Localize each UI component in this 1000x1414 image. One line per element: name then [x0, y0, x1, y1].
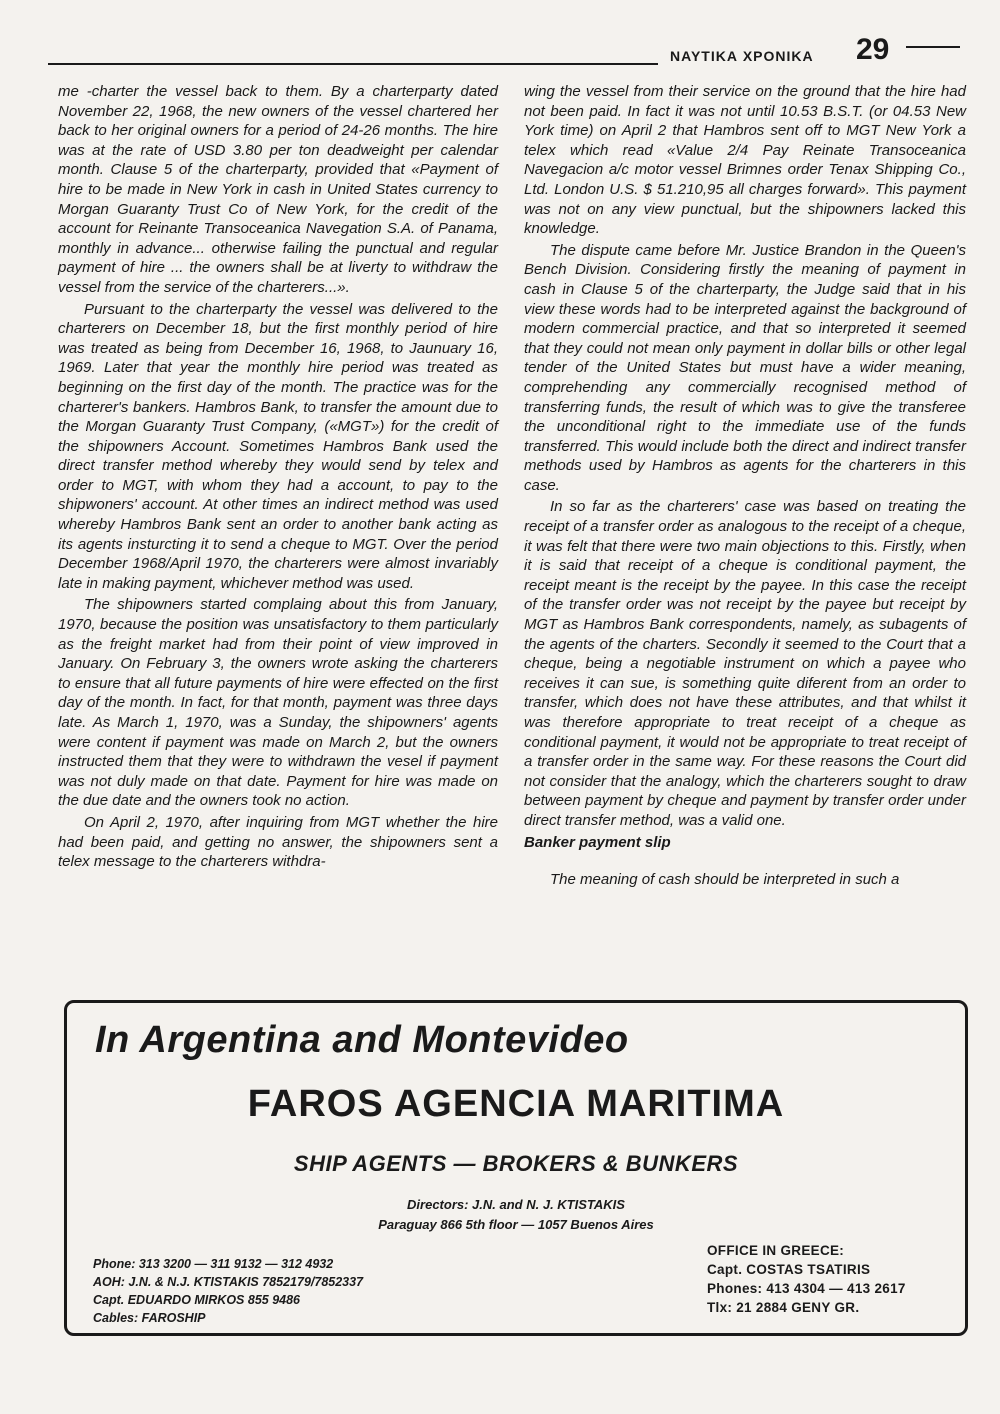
ad-directors: [67, 1195, 965, 1235]
article-right-column: [524, 82, 966, 892]
page-number: 29: [856, 33, 890, 66]
paragraph: On April 2, 1970, after inquiring from MGT whether the hire had been paid, and getting no answer, the shipowners sent a telex message to the charterers withdra-: [58, 813, 498, 871]
advertisement-box: [64, 1000, 968, 1336]
paragraph: The dispute came before Mr. Justice Brandon in the Queen's Bench Division. Considering firstly the meaning of payment in cash in Clause 5 of the charterparty, the Judge said that in his view these words had to be interpreted against the background of modern commercial practice, and that so interpreted it seemed that they could not mean only payment in dollar bills or other legal tender of the United States but must have a wider meaning, comprehending any commercially recognised method of transferring funds, the result of which was to give the transferee the unconditional right to the immediate use of the funds transferred. This would include both the direct and indirect transfer methods used by Hambros as agents for the charterers in this case.: [524, 241, 966, 494]
ad-contact-line: AOH: J.N. & N.J. KTISTAKIS 7852179/7852337: [93, 1275, 364, 1289]
ad-address: Paraguay 866 5th floor — 1057 Buenos Aires: [378, 1217, 654, 1232]
ad-greece-line: OFFICE IN GREECE:: [707, 1243, 845, 1258]
article-left-column: [58, 82, 498, 874]
ad-contacts: [93, 1255, 363, 1327]
paragraph: me -charter the vessel back to them. By a charterparty dated November 22, 1968, the new owners of the vessel chartered her back to her original owners for a period of 24-26 months. The hire was at the rate of USD 3.80 per ton deadweight per calendar month. Clause 5 of the charterparty, provided that «Payment of hire to be made in New York in cash in United States currency to Morgan Guaranty Trust Co of New York, for the credit of the account for Reinante Transoceanica Navegation S.A. of Panama, monthly in advance... otherwise failing the punctual and regular payment of hire ... the owners shall be at liverty to withdraw the vessel from the service of the charterers...».: [58, 83, 498, 296]
ad-greece-line: Tlx: 21 2884 GENY GR.: [707, 1300, 860, 1315]
ad-greece-line: Capt. COSTAS TSATIRIS: [707, 1262, 871, 1277]
header-rule: [48, 63, 658, 65]
ad-contact-line: Cables: FAROSHIP: [93, 1311, 206, 1325]
subheading: Banker payment slip: [524, 833, 671, 851]
ad-location: In Argentina and Montevideo: [95, 1019, 629, 1061]
paragraph: The shipowners started complaing about this from January, 1970, because the position was unsatisfactory to them particularly as the freight market had from their point of view improved in January. On February 3, the owners wrote asking the charterers to ensure that all future payments of hire were effected on the first day of the month. In fact, for that month, payment was three days late. As March 1, 1970, was a Sunday, the shipowners' agents were content if payment was made on March 2, but the owners instructed them that they were to withdrawn the vesel if payment was not duly made on that date. Payment for hire was made on the due date and the owners took no action.: [58, 596, 498, 810]
ad-contact-line: Capt. EDUARDO MIRKOS 855 9486: [93, 1293, 301, 1307]
ad-directors-line: Directors: J.N. and N. J. KTISTAKIS: [407, 1197, 625, 1212]
page-header: [48, 30, 960, 70]
ad-contact-line: Phone: 313 3200 — 311 9132 — 312 4932: [93, 1257, 334, 1271]
paragraph: Pursuant to the charterparty the vessel was delivered to the charterers on December 18, but the first monthly period of hire was treated as being from December 16, 1968, to Jaunuary 16, 1969. Later that year the monthly hire period was treated as beginning on the first day of the month. The practice was for the charterer's bankers. Hambros Bank, to transfer the amount due to the Morgan Guaranty Trust Company, («MGT») for the credit of the shipowners Account. Sometimes Hambros Bank used the direct transfer method whereby they would send by telex and order to MGT, with whom they had a account, to pay to the shipwoners' account. At other times an indirect method was used whereby Hambros Bank sent an order to another bank acting as its agents insturcting it to send a cheque to MGT. Over the period December 1968/April 1970, the charterers were almost invariably late in making payment, whichever method was used.: [58, 300, 498, 592]
header-dash: [906, 46, 960, 48]
paragraph: In so far as the charterers' case was based on treating the receipt of a transfer order as analogous to the receipt of a cheque, it was felt that there were two main objections to this. Firstly, when it is said that receipt of a cheque is conditional payment, the receipt meant is the receipt by the payee. In this case the receipt of the transfer order was not receipt by the payee but receipt by MGT as Hambros Bank correspondents, namely, as subagents of the agents of the charters. Secondly it seemed to the Court that a cheque, being a negotiable instrument on which a payee who receives it can sue, is something quite diferent from an order to transfer, which does not have these attributes, and that whilst it was therefore appropriate to treat receipt of a cheque as conditional payment, it would not be appropriate to treat receipt of a transfer order in the same way. For these reasons the Court did not consider that the analogy, which the charterers sought to draw between payment by cheque and payment by transfer order under direct transfer method, was a valid one.: [524, 498, 966, 829]
paragraph: wing the vessel from their service on the ground that the hire had not been paid. In fact it was not until 10.53 B.S.T. (or 04.53 New York time) on April 2 that Hambros sent off to MGT New York a telex which read «Value 2/4 Pay Reinate Transoceanica Navegacion a/c motor vessel Brimnes order Tenax Shipping Co., Ltd. London U.S. $ 51.210,95 all charges forward». This payment was not on any view punctual, but the shipowners lacked this knowledge.: [524, 83, 966, 238]
ad-company-name: FAROS AGENCIA MARITIMA: [247, 1083, 785, 1125]
ad-greece-line: Phones: 413 4304 — 413 2617: [707, 1281, 906, 1296]
paragraph: The meaning of cash should be interpreted in such a: [550, 871, 900, 889]
ad-greece-office: [707, 1241, 906, 1317]
publication-title: ΝΑΥΤΙΚΑ ΧΡΟΝΙΚΑ: [670, 48, 814, 64]
ad-services: SHIP AGENTS — BROKERS & BUNKERS: [293, 1151, 739, 1176]
